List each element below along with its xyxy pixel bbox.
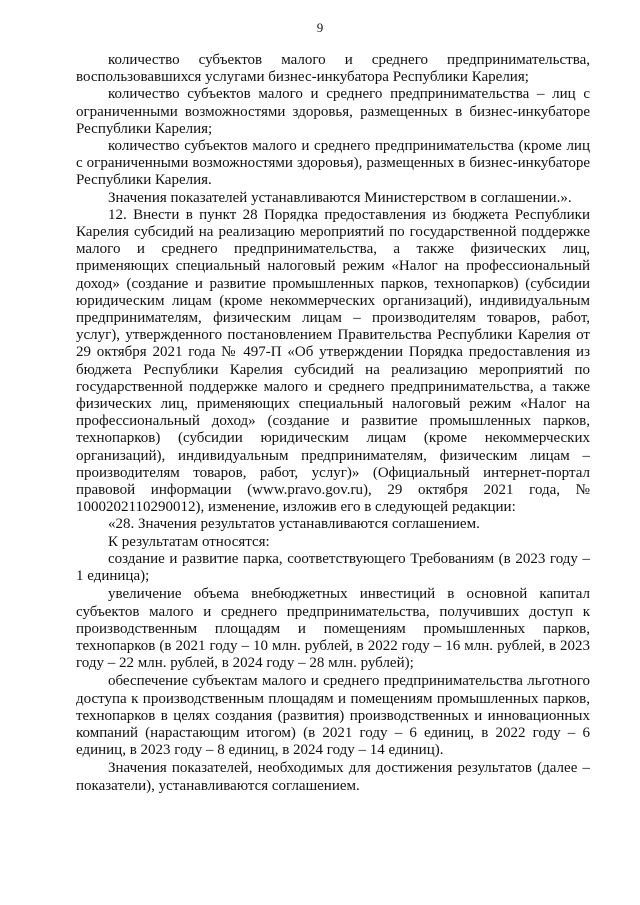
paragraph-11: Значения показателей, необходимых для достижения результатов (далее – показатели), устанавливаются соглашением. <box>76 760 590 794</box>
document-body <box>76 52 590 795</box>
paragraph-10: обеспечение субъектам малого и среднего предпринимательства льготного доступа к производственным площадям и помещениям промышленных парков, технопарков в целях создания (развития) производственных и инновационных компаний (нарастающим итогом) (в 2021 году – 6 единиц, в 2022 году – 6 единиц, в 2023 году – 8 единиц, в 2024 году – 14 единиц). <box>76 673 590 759</box>
paragraph-8: создание и развитие парка, соответствующего Требованиям (в 2023 году – 1 единица); <box>76 550 590 585</box>
paragraph-2: количество субъектов малого и среднего предпринимательства – лиц с ограниченными возможностями здоровья, размещенных в бизнес-инкубаторе Республики Карелия; <box>76 86 590 137</box>
paragraph-9: увеличение объема внебюджетных инвестиций в основной капитал субъектов малого и среднего предпринимательства, получивших доступ к производственным площадям и помещениям промышленных парков, технопарков (в 2021 году – 10 млн. рублей, в 2022 году – 16 млн. рублей, в 2023 году – 22 млн. рублей, в 2024 году – 28 млн. рублей); <box>76 586 590 672</box>
paragraph-3: количество субъектов малого и среднего предпринимательства (кроме лиц с ограниченными возможностями здоровья), размещенных в бизнес-инкубаторе Республики Карелия. <box>76 138 590 189</box>
paragraph-6: «28. Значения результатов устанавливаются соглашением. <box>108 516 480 533</box>
paragraph-7: К результатам относятся: <box>108 533 270 550</box>
paragraph-4: Значения показателей устанавливаются Министерством в соглашении.». <box>108 189 572 206</box>
page-number: 9 <box>316 20 324 35</box>
paragraph-1: количество субъектов малого и среднего предпринимательства, воспользовавшихся услугами бизнес-инкубатора Республики Карелия; <box>76 52 590 86</box>
paragraph-5: 12. Внести в пункт 28 Порядка предоставления из бюджета Республики Карелия субсидий на реализацию мероприятий по государственной поддержке малого и среднего предпринимательства, а также физических лиц, применяющих специальный налоговый режим «Налог на профессиональный доход» (создание и развитие промышленных парков, технопарков) (субсидии юридическим лицам (кроме некоммерческих организаций), индивидуальным предпринимателям, физическим лицам – производителям товаров, работ, услуг), утвержденного постановлением Правительства Республики Карелия от 29 октября 2021 года № 497-П «Об утверждении Порядка предоставления из бюджета Республики Карелия субсидий на реализацию мероприятий по государственной поддержке малого и среднего предпринимательства, а также физических лиц, применяющих специальный налоговый режим «Налог на профессиональный доход» (создание и развитие промышленных парков, технопарков) (субсидии юридическим лицам (кроме некоммерческих организаций), индивидуальным предпринимателям, физическим лицам – производителям товаров, работ, услуг)» (Официальный интернет-портал правовой информации (www.pravo.gov.ru), 29 октября 2021 года, № 1000202110290012), изменение, изложив его в следующей редакции: <box>76 206 590 516</box>
